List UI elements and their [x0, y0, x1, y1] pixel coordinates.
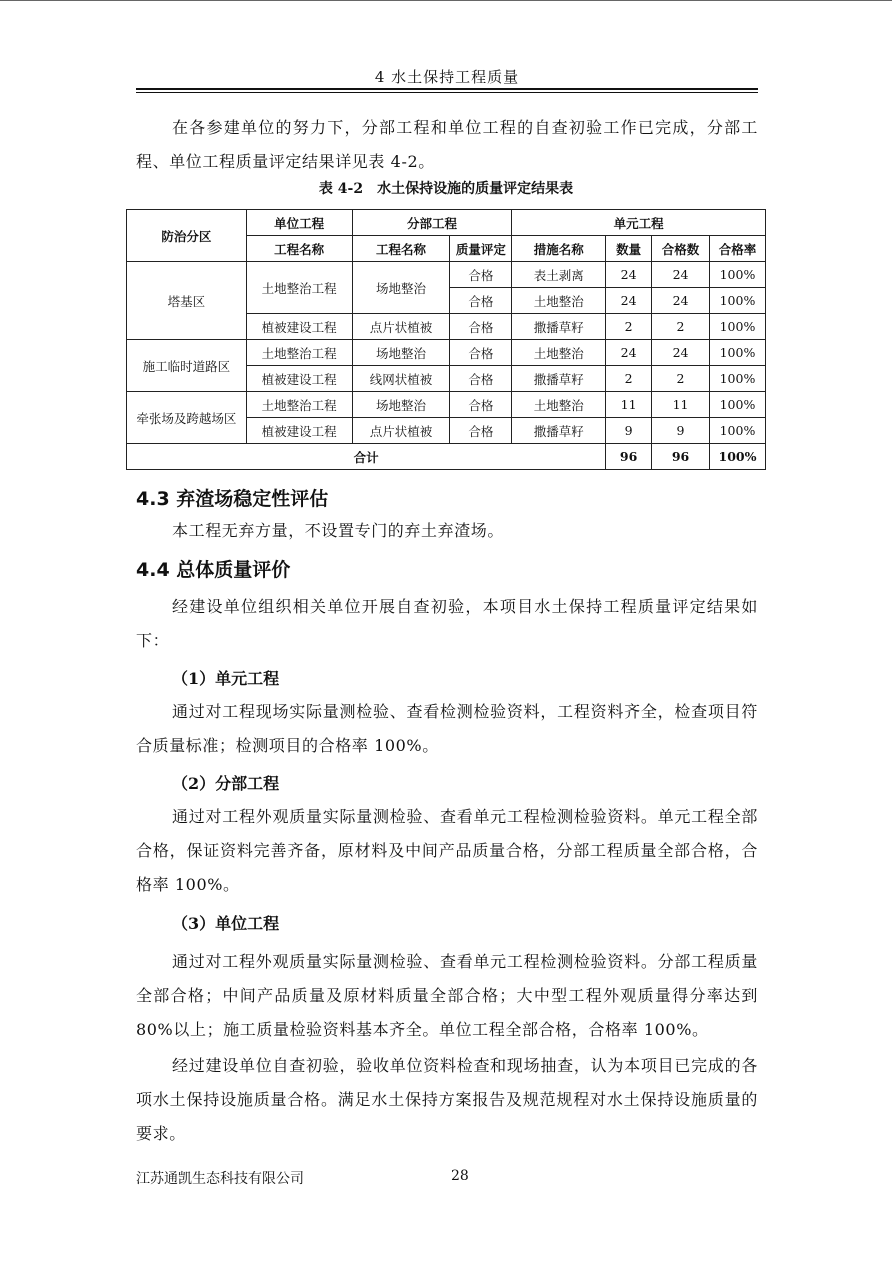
sub3-paragraph: 通过对工程外观质量实际量测检验、查看单元工程检测检验资料。分部工程质量全部合格；中间产品质量及原材料质量全部合格；大中型工程外观质量得分率达到 80%以上；施工质量检验资料基本齐全。单位工程全部合格，合格率 100%。 [136, 952, 758, 1039]
count-cell: 11 [606, 392, 652, 418]
intro-paragraph: 在各参建单位的努力下，分部工程和单位工程的自查初验工作已完成，分部工程、单位工程质量评定结果详见表 4-2。 [136, 118, 758, 171]
measure-cell: 撒播草籽 [512, 366, 606, 392]
quality-cell: 合格 [450, 366, 512, 392]
header-project-name: 工程名称 [246, 236, 352, 262]
count-cell: 2 [606, 314, 652, 340]
unit-cell: 土地整治工程 [246, 262, 352, 314]
sub2-paragraph: 通过对工程外观质量实际量测检验、查看单元工程检测检验资料。单元工程全部合格，保证资料完善齐备，原材料及中间产品质量合格，分部工程质量全部合格，合格率 100%。 [136, 807, 758, 894]
sub-cell: 点片状植被 [352, 314, 450, 340]
header-zone: 防治分区 [127, 210, 247, 262]
measure-cell: 撒播草籽 [512, 314, 606, 340]
unit-cell: 土地整治工程 [246, 340, 352, 366]
measure-cell: 土地整治 [512, 340, 606, 366]
header-unit-project: 单位工程 [246, 210, 352, 236]
quality-cell: 合格 [450, 288, 512, 314]
quality-cell: 合格 [450, 340, 512, 366]
count-cell: 24 [606, 340, 652, 366]
rate-cell: 100% [709, 392, 765, 418]
header-rule-thin [136, 92, 758, 93]
section-heading-4-4: 4.4 总体质量评价 [136, 559, 291, 581]
count-cell: 24 [606, 262, 652, 288]
zone-cell: 牵张场及跨越场区 [127, 392, 247, 444]
table-total-row [127, 444, 766, 470]
section-4-4-intro: 经建设单位组织相关单位开展自查初验，本项目水土保持工程质量评定结果如下： [136, 597, 758, 650]
zone-cell: 塔基区 [127, 262, 247, 340]
running-header: 4 水土保持工程质量 [374, 68, 520, 86]
quality-cell: 合格 [450, 262, 512, 288]
total-rate: 100% [709, 444, 765, 470]
header-rate: 合格率 [709, 236, 765, 262]
unit-cell: 植被建设工程 [246, 314, 352, 340]
passed-cell: 9 [652, 418, 710, 444]
passed-cell: 24 [652, 340, 710, 366]
header-measure: 措施名称 [512, 236, 606, 262]
rate-cell: 100% [709, 314, 765, 340]
rate-cell: 100% [709, 340, 765, 366]
header-sub-name: 工程名称 [352, 236, 450, 262]
quality-cell: 合格 [450, 314, 512, 340]
rate-cell: 100% [709, 288, 765, 314]
passed-cell: 24 [652, 288, 710, 314]
measure-cell: 土地整治 [512, 288, 606, 314]
count-cell: 2 [606, 366, 652, 392]
sub-cell: 场地整治 [352, 392, 450, 418]
section-4-3-text: 本工程无弃方量，不设置专门的弃土弃渣场。 [172, 521, 505, 540]
passed-cell: 2 [652, 314, 710, 340]
sub-cell: 场地整治 [352, 340, 450, 366]
passed-cell: 2 [652, 366, 710, 392]
subheading-sub-project: （2）分部工程 [172, 774, 280, 793]
subheading-unit-project: （3）单位工程 [172, 914, 280, 933]
sub-cell: 点片状植被 [352, 418, 450, 444]
subheading-unit-element: （1）单元工程 [172, 669, 280, 688]
quality-cell: 合格 [450, 392, 512, 418]
measure-cell: 土地整治 [512, 392, 606, 418]
rate-cell: 100% [709, 418, 765, 444]
table-row [127, 340, 766, 366]
header-rule-thick [136, 88, 758, 90]
quality-table [126, 209, 766, 470]
measure-cell: 表土剥离 [512, 262, 606, 288]
unit-cell: 植被建设工程 [246, 418, 352, 444]
table-caption: 表 4-2 水土保持设施的质量评定结果表 [318, 181, 574, 197]
page-number: 28 [451, 1168, 469, 1184]
passed-cell: 24 [652, 262, 710, 288]
unit-cell: 土地整治工程 [246, 392, 352, 418]
table-header-row [127, 210, 766, 236]
header-sub-project: 分部工程 [352, 210, 512, 236]
sub-cell: 线网状植被 [352, 366, 450, 392]
zone-cell: 施工临时道路区 [127, 340, 247, 392]
count-cell: 9 [606, 418, 652, 444]
sub1-paragraph: 通过对工程现场实际量测检验、查看检测检验资料，工程资料齐全，检查项目符合质量标准；检测项目的合格率 100%。 [136, 702, 758, 755]
passed-cell: 11 [652, 392, 710, 418]
measure-cell: 撒播草籽 [512, 418, 606, 444]
quality-cell: 合格 [450, 418, 512, 444]
count-cell: 24 [606, 288, 652, 314]
rate-cell: 100% [709, 366, 765, 392]
footer-company: 江苏通凯生态科技有限公司 [136, 1171, 304, 1187]
table-row [127, 392, 766, 418]
total-label: 合计 [127, 444, 606, 470]
header-element-project: 单元工程 [512, 210, 766, 236]
rate-cell: 100% [709, 262, 765, 288]
header-count: 数量 [606, 236, 652, 262]
header-passed: 合格数 [652, 236, 710, 262]
conclusion-paragraph: 经过建设单位自查初验，验收单位资料检查和现场抽查，认为本项目已完成的各项水土保持设施质量合格。满足水土保持方案报告及规范规程对水土保持设施质量的要求。 [136, 1056, 758, 1143]
sub-cell: 场地整治 [352, 262, 450, 314]
table-row [127, 262, 766, 288]
total-count: 96 [606, 444, 652, 470]
top-border-line [0, 0, 892, 1]
total-passed: 96 [652, 444, 710, 470]
unit-cell: 植被建设工程 [246, 366, 352, 392]
header-quality: 质量评定 [450, 236, 512, 262]
section-heading-4-3: 4.3 弃渣场稳定性评估 [136, 488, 329, 510]
